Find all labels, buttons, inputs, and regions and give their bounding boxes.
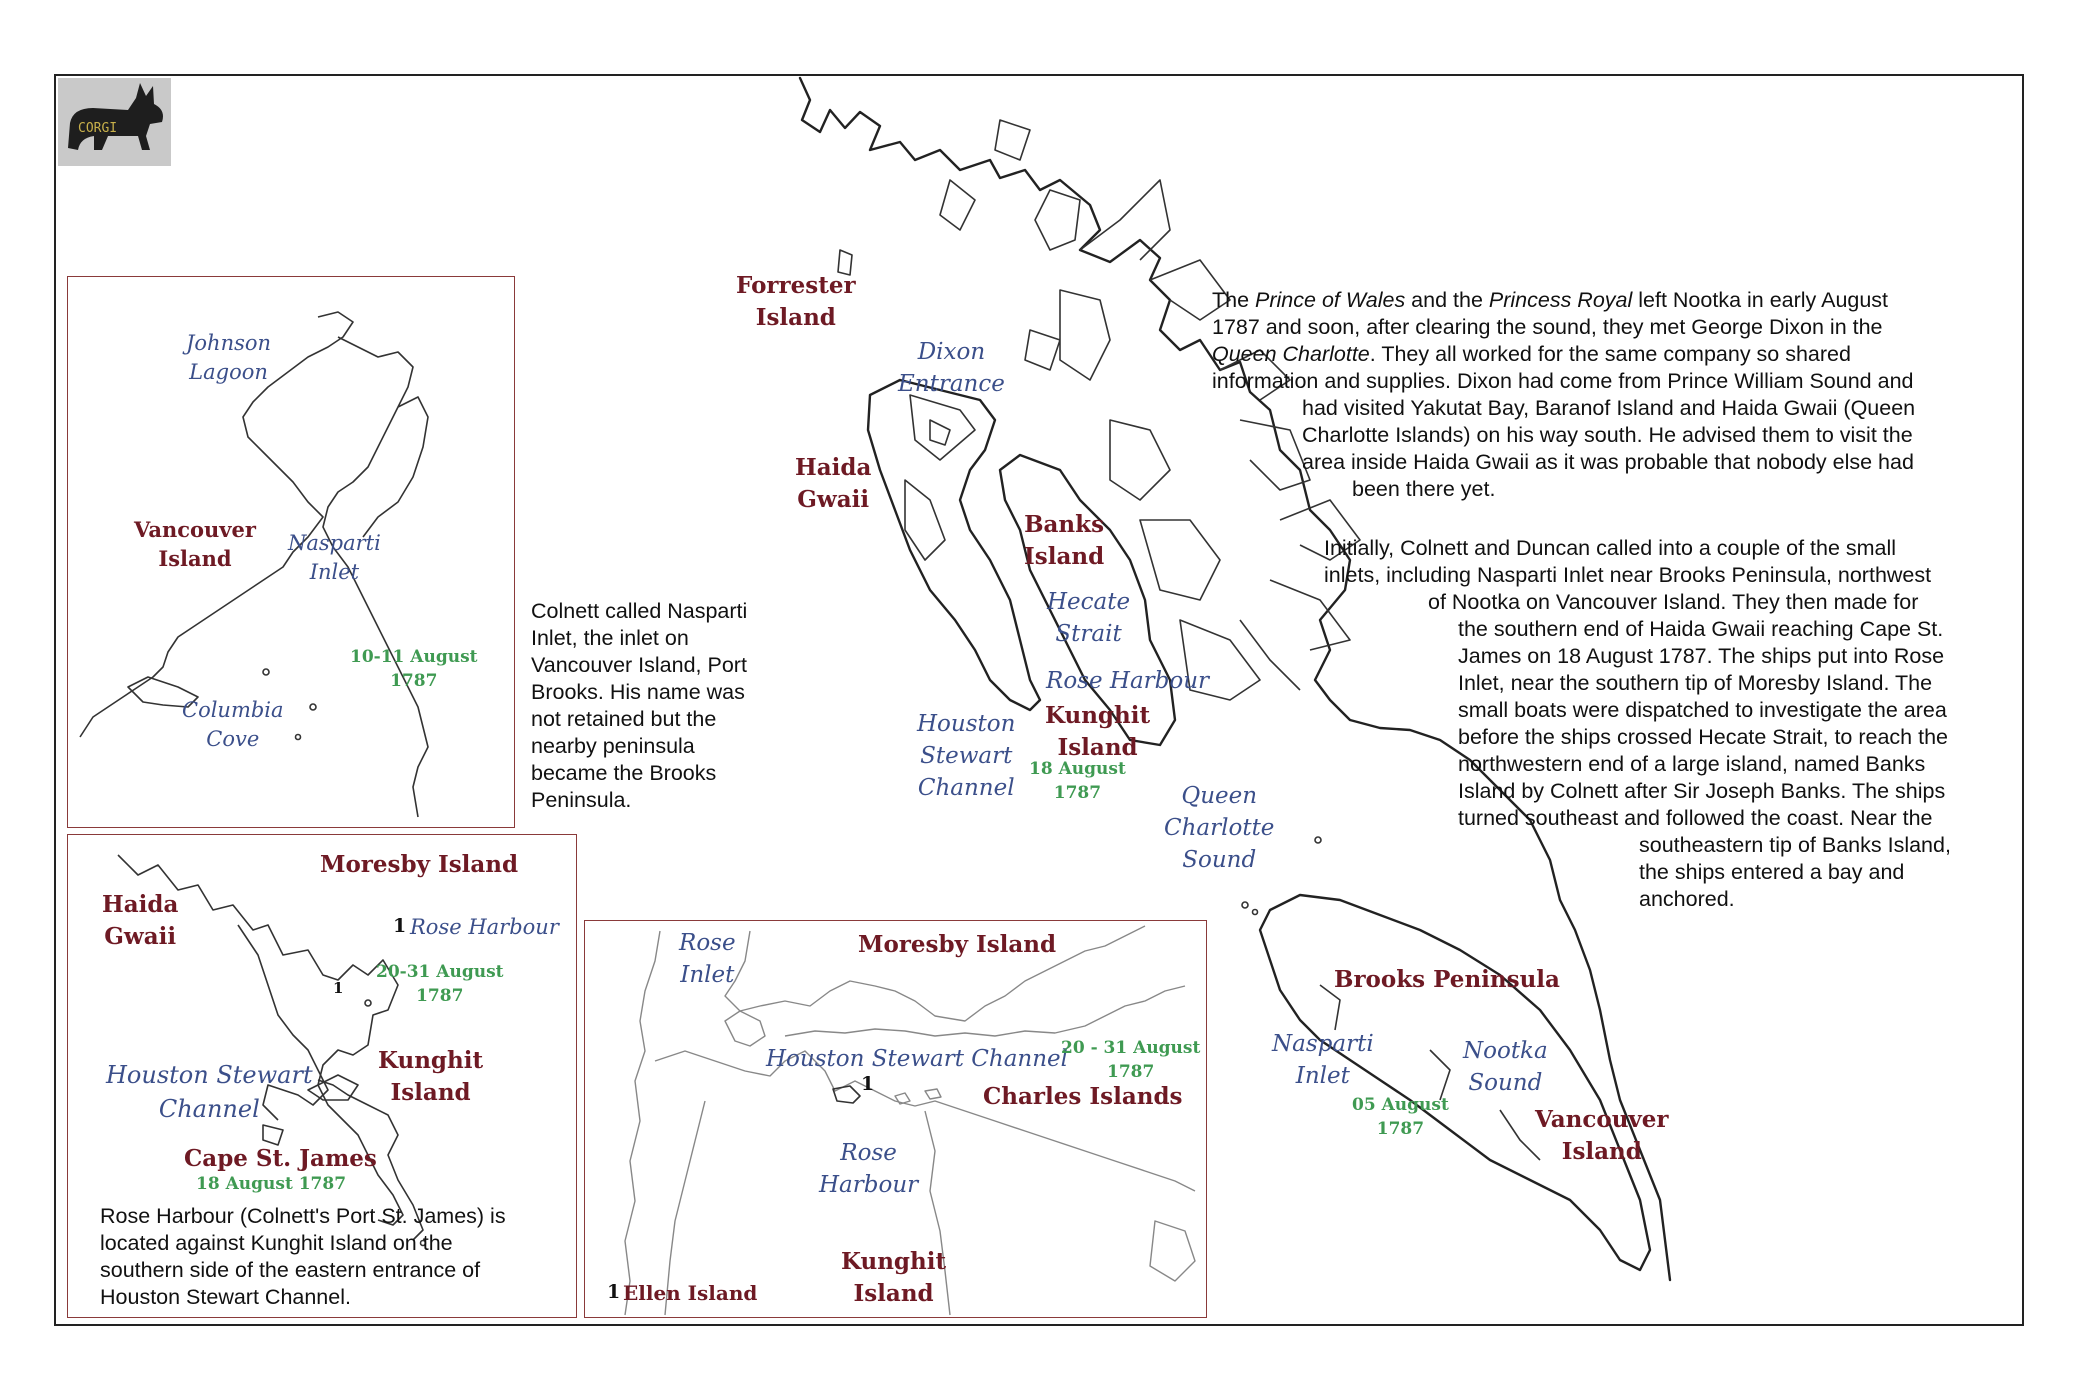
- inset-rose-harbour-label: Rose Harbour: [410, 915, 559, 939]
- banks-island-label: Banks Island: [1024, 511, 1105, 571]
- channel-marker: 1: [333, 979, 344, 997]
- forrester-island-label: Forrester Island: [736, 272, 856, 332]
- narrative-p2-line10: Island by Colnett after Sir Joseph Banks. The ships: [1458, 779, 1946, 803]
- columbia-cove-label: Columbia Cove: [182, 698, 284, 752]
- narrative-p2-line13: the ships entered a bay and: [1639, 860, 1905, 884]
- hecate-strait-label: Hecate Strait: [1047, 589, 1131, 648]
- date-20-31-august-detail-label: 20 - 31 August 1787: [1061, 1038, 1201, 1082]
- date-cape-st-james-label: 18 August 1787: [196, 1174, 347, 1194]
- date-20-31-august-label: 20-31 August 1787: [376, 962, 504, 1006]
- narrative-p2-line2: inlets, including Nasparti Inlet near Brooks Peninsula, northwest: [1324, 563, 1932, 587]
- narrative-p2-line12: southeastern tip of Banks Island,: [1639, 833, 1951, 857]
- detail-moresby-island-label: Moresby Island: [858, 931, 1057, 958]
- ellen-island-marker: 1: [607, 1281, 621, 1303]
- queen-charlotte-sound-label: Queen Charlotte Sound: [1164, 783, 1275, 874]
- haida-gwaii-label: Haida Gwaii: [795, 454, 872, 514]
- narrative-p1-line6: Charlotte Islands) on his way south. He advised them to visit the: [1302, 423, 1913, 447]
- inset-vancouver-island-label: Vancouver Island: [134, 517, 256, 572]
- vancouver-island-label: Vancouver Island: [1535, 1106, 1669, 1166]
- narrative-p2-line3: of Nootka on Vancouver Island. They then made for: [1428, 590, 1919, 614]
- detail-rose-harbour-marker: 1: [861, 1073, 875, 1095]
- inset-haida-gwaii-label: Haida Gwaii: [102, 891, 179, 951]
- narrative-p2-line9: northwestern end of a large island, named Banks: [1458, 752, 1926, 776]
- narrative-p2-line14: anchored.: [1639, 887, 1735, 911]
- narrative-p1-line1: The Prince of Wales and the Princess Royal left Nootka in early August: [1212, 288, 1889, 312]
- charles-islands-label: Charles Islands: [983, 1083, 1183, 1110]
- inset-rose-harbour: [584, 920, 1207, 1318]
- narrative-p2-line7: small boats were dispatched to investigate the area: [1458, 698, 1947, 722]
- rose-harbour-label: Rose Harbour: [1046, 668, 1210, 694]
- narrative-p1-line8: been there yet.: [1352, 477, 1496, 501]
- inset-nasparti-inlet-label: Nasparti Inlet: [288, 531, 381, 585]
- inset-moresby-island-label: Moresby Island: [320, 851, 519, 878]
- narrative-p1-line5: had visited Yakutat Bay, Baranof Island and Haida Gwaii (Queen: [1302, 396, 1916, 420]
- detail-kunghit-island-label: Kunghit Island: [841, 1248, 947, 1308]
- detail-rose-harbour-label: Rose Harbour: [819, 1140, 919, 1199]
- narrative-p1-line3: Queen Charlotte. They all worked for the same company so shared: [1212, 342, 1851, 366]
- moresby-caption: Rose Harbour (Colnett's Port St. James) is located against Kunghit Island on the southern side of the eastern entrance of Houston Stewart Channel.: [100, 1204, 506, 1309]
- narrative-p2-line5: James on 18 August 1787. The ships put into Rose: [1458, 644, 1945, 668]
- date-18-august-label: 18 August 1787: [1029, 759, 1126, 803]
- inset-kunghit-island-label: Kunghit Island: [378, 1047, 484, 1107]
- narrative-p2-line6: Inlet, near the southern tip of Moresby Island. The: [1458, 671, 1933, 695]
- date-10-11-august-label: 10-11 August 1787: [350, 647, 478, 691]
- svg-text:CORGI: CORGI: [78, 121, 118, 136]
- narrative-p2-line8: before the ships crossed Hecate Strait, to reach the: [1458, 725, 1948, 749]
- narrative-p2-line4: the southern end of Haida Gwaii reaching Cape St.: [1458, 617, 1944, 641]
- inset-nasparti-inlet: [67, 276, 515, 828]
- kunghit-island-label: Kunghit Island: [1045, 702, 1151, 762]
- detail-houston-stewart-label: Houston Stewart Channel: [766, 1046, 1069, 1072]
- narrative-p2-line11: turned southeast and followed the coast. Near the: [1458, 806, 1933, 830]
- narrative-p1-line7: area inside Haida Gwaii as it was probable that nobody else had: [1302, 450, 1914, 474]
- nootka-sound-label: Nootka Sound: [1463, 1038, 1548, 1097]
- narrative-p2-line1: Initially, Colnett and Duncan called into a couple of the small: [1324, 536, 1897, 560]
- narrative-p1-line4: information and supplies. Dixon had come from Prince William Sound and: [1212, 369, 1914, 393]
- date-05-august-label: 05 August 1787: [1352, 1095, 1449, 1139]
- rose-harbour-marker: 1: [393, 915, 407, 937]
- dixon-entrance-label: Dixon Entrance: [898, 339, 1005, 398]
- narrative-p1-line2: 1787 and soon, after clearing the sound, they met George Dixon in the: [1212, 315, 1883, 339]
- ellen-island-label: Ellen Island: [623, 1281, 758, 1305]
- brooks-peninsula-label: Brooks Peninsula: [1334, 966, 1560, 993]
- johnson-lagoon-label: Johnson Lagoon: [186, 331, 272, 385]
- nasparti-caption: Colnett called Nasparti Inlet, the inlet on Vancouver Island, Port Brooks. His name was not retained but the nearby peninsula became the Brooks Peninsula.: [531, 599, 748, 812]
- inset-moresby-island: [67, 834, 577, 1318]
- houston-stewart-channel-label: Houston Stewart Channel: [917, 711, 1016, 802]
- cape-st-james-label: Cape St. James: [184, 1145, 377, 1172]
- rose-inlet-label: Rose Inlet: [679, 930, 736, 989]
- inset-houston-stewart-label: Houston Stewart Channel: [106, 1061, 313, 1123]
- nasparti-inlet-label: Nasparti Inlet: [1272, 1031, 1374, 1090]
